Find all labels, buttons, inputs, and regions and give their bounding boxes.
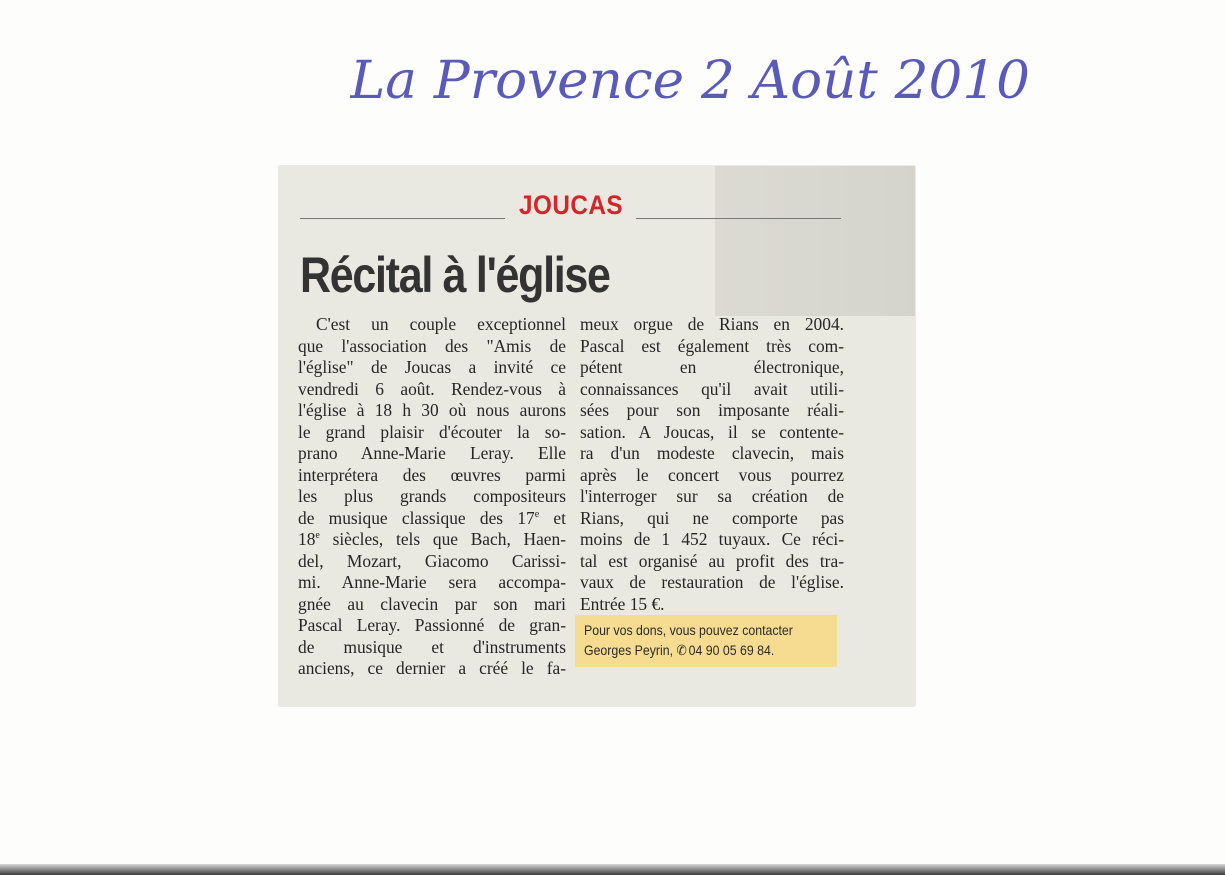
article-line: que l'association des "Amis de — [298, 335, 566, 356]
article-line: Rians, qui ne comporte pas — [580, 507, 844, 528]
article-line: Pascal est également très com- — [580, 335, 844, 356]
donation-info-box — [575, 615, 837, 667]
rubric-label: JOUCAS — [519, 190, 623, 220]
article-column-2 — [580, 314, 844, 615]
rubric-rule-left — [300, 218, 505, 219]
article-line: sées pour son imposante réali- — [580, 400, 844, 420]
telephone-icon: ✆ — [676, 642, 687, 658]
article-line-with-superscript — [298, 508, 566, 530]
article-line: gnée au clavecin par son mari — [298, 593, 566, 614]
article-line-with-superscript — [298, 529, 566, 551]
contact-phone: 04 90 05 69 84. — [688, 642, 775, 658]
article-line: Entrée 15 €. — [580, 593, 665, 614]
article-line: anciens, ce dernier a créé le fa- — [298, 658, 566, 678]
article-line: pétent en électronique, — [580, 357, 844, 377]
info-box-line-1: Pour vos dons, vous pouvez contacter — [584, 622, 793, 638]
article-line: del, Mozart, Giacomo Carissi- — [298, 550, 566, 571]
article-line: le grand plaisir d'écouter la so- — [298, 421, 566, 442]
article-line-text: et — [539, 507, 566, 528]
article-line-text: 18 — [298, 529, 316, 549]
article-line: les plus grands compositeurs — [298, 486, 566, 506]
article-line: Pascal Leray. Passionné de gran- — [298, 615, 566, 635]
info-box-line-2 — [584, 640, 807, 660]
article-line: sation. A Joucas, il se contente- — [580, 421, 844, 442]
article-line: meux orgue de Rians en 2004. — [580, 314, 844, 334]
article-line: C'est un couple exceptionnel — [316, 314, 566, 334]
article-line: l'église" de Joucas a invité ce — [298, 357, 566, 377]
article-line: interprétera des œuvres parmi — [298, 464, 566, 485]
adjacent-article-shadow — [715, 166, 915, 316]
superscript-e: e — [315, 530, 320, 542]
article-line-text: de musique classique des 17 — [298, 507, 535, 528]
rubric-rule-right — [636, 218, 841, 219]
article-line: vaux de restauration de l'église. — [580, 572, 844, 592]
handwritten-note-text: La Provence 2 Août 2010 — [350, 51, 1030, 111]
article-line: moins de 1 452 tuyaux. Ce réci- — [580, 529, 844, 549]
superscript-e: e — [534, 508, 540, 520]
article-line: l'église à 18 h 30 où nous aurons — [298, 400, 566, 420]
article-line-text: siècles, tels que Bach, Haen- — [319, 529, 566, 549]
article-line: ra d'un modeste clavecin, mais — [580, 443, 844, 463]
article-line: tal est organisé au profit des tra- — [580, 550, 844, 571]
article-line: connaissances qu'il avait utili- — [580, 378, 844, 399]
article-column-1 — [298, 314, 566, 680]
handwritten-note-svg — [350, 40, 1050, 120]
scanner-bottom-edge — [0, 864, 1225, 875]
contact-name: Georges Peyrin, — [584, 642, 674, 658]
article-line: de musique et d'instruments — [298, 636, 566, 657]
article-line: après le concert vous pourrez — [580, 464, 844, 485]
article-line: prano Anne-Marie Leray. Elle — [298, 443, 566, 463]
handwritten-note — [350, 40, 1050, 120]
article-line: vendredi 6 août. Rendez-vous à — [298, 378, 566, 399]
article-line: mi. Anne-Marie sera accompa- — [298, 572, 566, 592]
article-headline: Récital à l'église — [300, 247, 610, 303]
article-line: l'interroger sur sa création de — [580, 486, 844, 506]
